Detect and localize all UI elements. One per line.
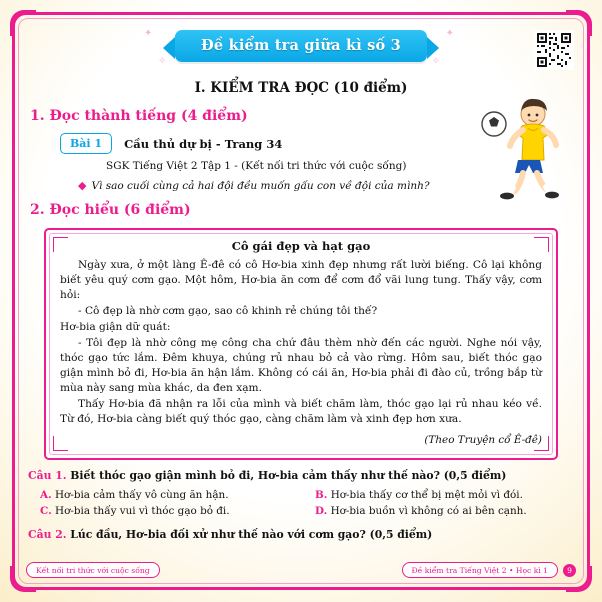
sparkle-decoration-left: ✦	[144, 28, 153, 39]
reading-paragraph: - Tôi đẹp là nhờ công mẹ công cha chứ đâu thèm nhờ đến các người. Nghe nói vậy, thóc gạo tức lắm. Đêm khuya, chúng rủ nhau bỏ cả vào rừng. Hôm sau, biết thóc gạo giận mình bỏ đi, Hơ-bia ăn hận lắm. Không có cái ăn, Hơ-bia phải đi đào củ, trồng bắp từ mùa này sang mùa khác, da đen xạm.	[60, 337, 542, 395]
footer-right	[402, 562, 577, 578]
sparkle-decoration-left-2: ✧	[158, 56, 167, 67]
reading-passage-box	[44, 228, 558, 460]
part-heading-points: (10 điểm)	[333, 80, 408, 96]
answer-option[interactable]	[26, 487, 301, 503]
answer-option-text: Hơ-bia cảm thấy vô cùng ăn hận.	[55, 489, 229, 502]
question-1-text: Biết thóc gạo giận mình bỏ đi, Hơ-bia cảm thấy như thế nào? (0,5 điểm)	[70, 469, 507, 483]
exercise-badge: Bài 1	[60, 133, 112, 154]
box-ornament-top-right	[534, 237, 549, 252]
reading-source: (Theo Truyện cổ Ê-đê)	[424, 434, 542, 447]
oral-question-text: Vì sao cuối cùng cả hai đội đều muốn gấu con về đội của mình?	[91, 180, 430, 192]
reading-paragraph: - Cô đẹp là nhờ cơm gạo, sao cô khinh rẻ chúng tôi thế?	[78, 305, 378, 318]
answer-option-text: Hơ-bia thấy cơ thể bị mệt mỏi vì đói.	[330, 489, 523, 502]
answer-option-label: A.	[40, 489, 52, 502]
part-heading-label: I. KIỂM TRA ĐỌC	[194, 80, 330, 96]
section-2-heading: 2. Đọc hiểu (6 điểm)	[30, 202, 191, 218]
section-1-heading: 1. Đọc thành tiếng (4 điểm)	[30, 108, 248, 124]
diamond-bullet-icon: ◆	[78, 179, 87, 192]
answer-option-text: Hơ-bia buồn vì không có ai bên cạnh.	[330, 505, 527, 518]
textbook-reference: SGK Tiếng Việt 2 Tập 1 - (Kết nối tri thức với cuộc sống)	[106, 160, 407, 172]
box-ornament-top-left	[53, 237, 68, 252]
box-ornament-bottom-left	[53, 436, 68, 451]
question-2-text: Lúc đầu, Hơ-bia đối xử như thế nào với cơm gạo? (0,5 điểm)	[70, 528, 433, 542]
question-1-options	[26, 487, 576, 519]
answer-option-label: C.	[40, 505, 52, 518]
reading-paragraph: Ngày xưa, ở một làng Ê-đê có cô Hơ-bia xinh đẹp nhưng rất lười biếng. Cô lại không biết yêu quý cơm gạo. Một hôm, Hơ-bia ăn cơm để cơm đổ vãi lung tung. Thấy vậy, cơm hỏi:	[60, 259, 542, 302]
title-banner	[26, 28, 576, 67]
question-1	[28, 469, 576, 482]
answer-option[interactable]	[301, 487, 576, 503]
answer-option-label: B.	[315, 489, 328, 502]
answer-option[interactable]	[301, 503, 576, 519]
footer-right-label: Đề kiểm tra Tiếng Việt 2 • Học kì 1	[402, 562, 559, 578]
page-number: 9	[563, 564, 576, 577]
page-content	[26, 26, 576, 576]
reading-paragraph: Hơ-bia giận dữ quát:	[60, 321, 171, 334]
question-2-number: Câu 2.	[28, 528, 67, 542]
exercise-title: Cầu thủ dự bị - Trang 34	[124, 136, 283, 151]
footer-left-label: Kết nối tri thức với cuộc sống	[26, 562, 160, 578]
page-footer	[26, 562, 576, 578]
sparkle-decoration-right: ✦	[445, 28, 454, 39]
question-1-number: Câu 1.	[28, 469, 67, 483]
sparkle-decoration-right-2: ✧	[431, 56, 440, 67]
reading-paragraph: Thấy Hơ-bia đã nhận ra lỗi của mình và biết chăm làm, thóc gạo lại rủ nhau kéo về. Từ đó, Hơ-bia càng biết quý thóc gạo, càng chăm làm và xinh đẹp hơn xưa.	[60, 398, 542, 426]
answer-option-label: D.	[315, 505, 328, 518]
box-ornament-bottom-right	[534, 436, 549, 451]
soccer-boy-illustration	[478, 88, 570, 200]
answer-option-text: Hơ-bia thấy vui vì thóc gạo bỏ đi.	[55, 505, 230, 518]
answer-option[interactable]	[26, 503, 301, 519]
reading-title: Cô gái đẹp và hạt gạo	[231, 239, 371, 253]
title-banner-label: Đề kiểm tra giữa kì số 3	[175, 30, 427, 62]
question-2	[28, 528, 576, 541]
